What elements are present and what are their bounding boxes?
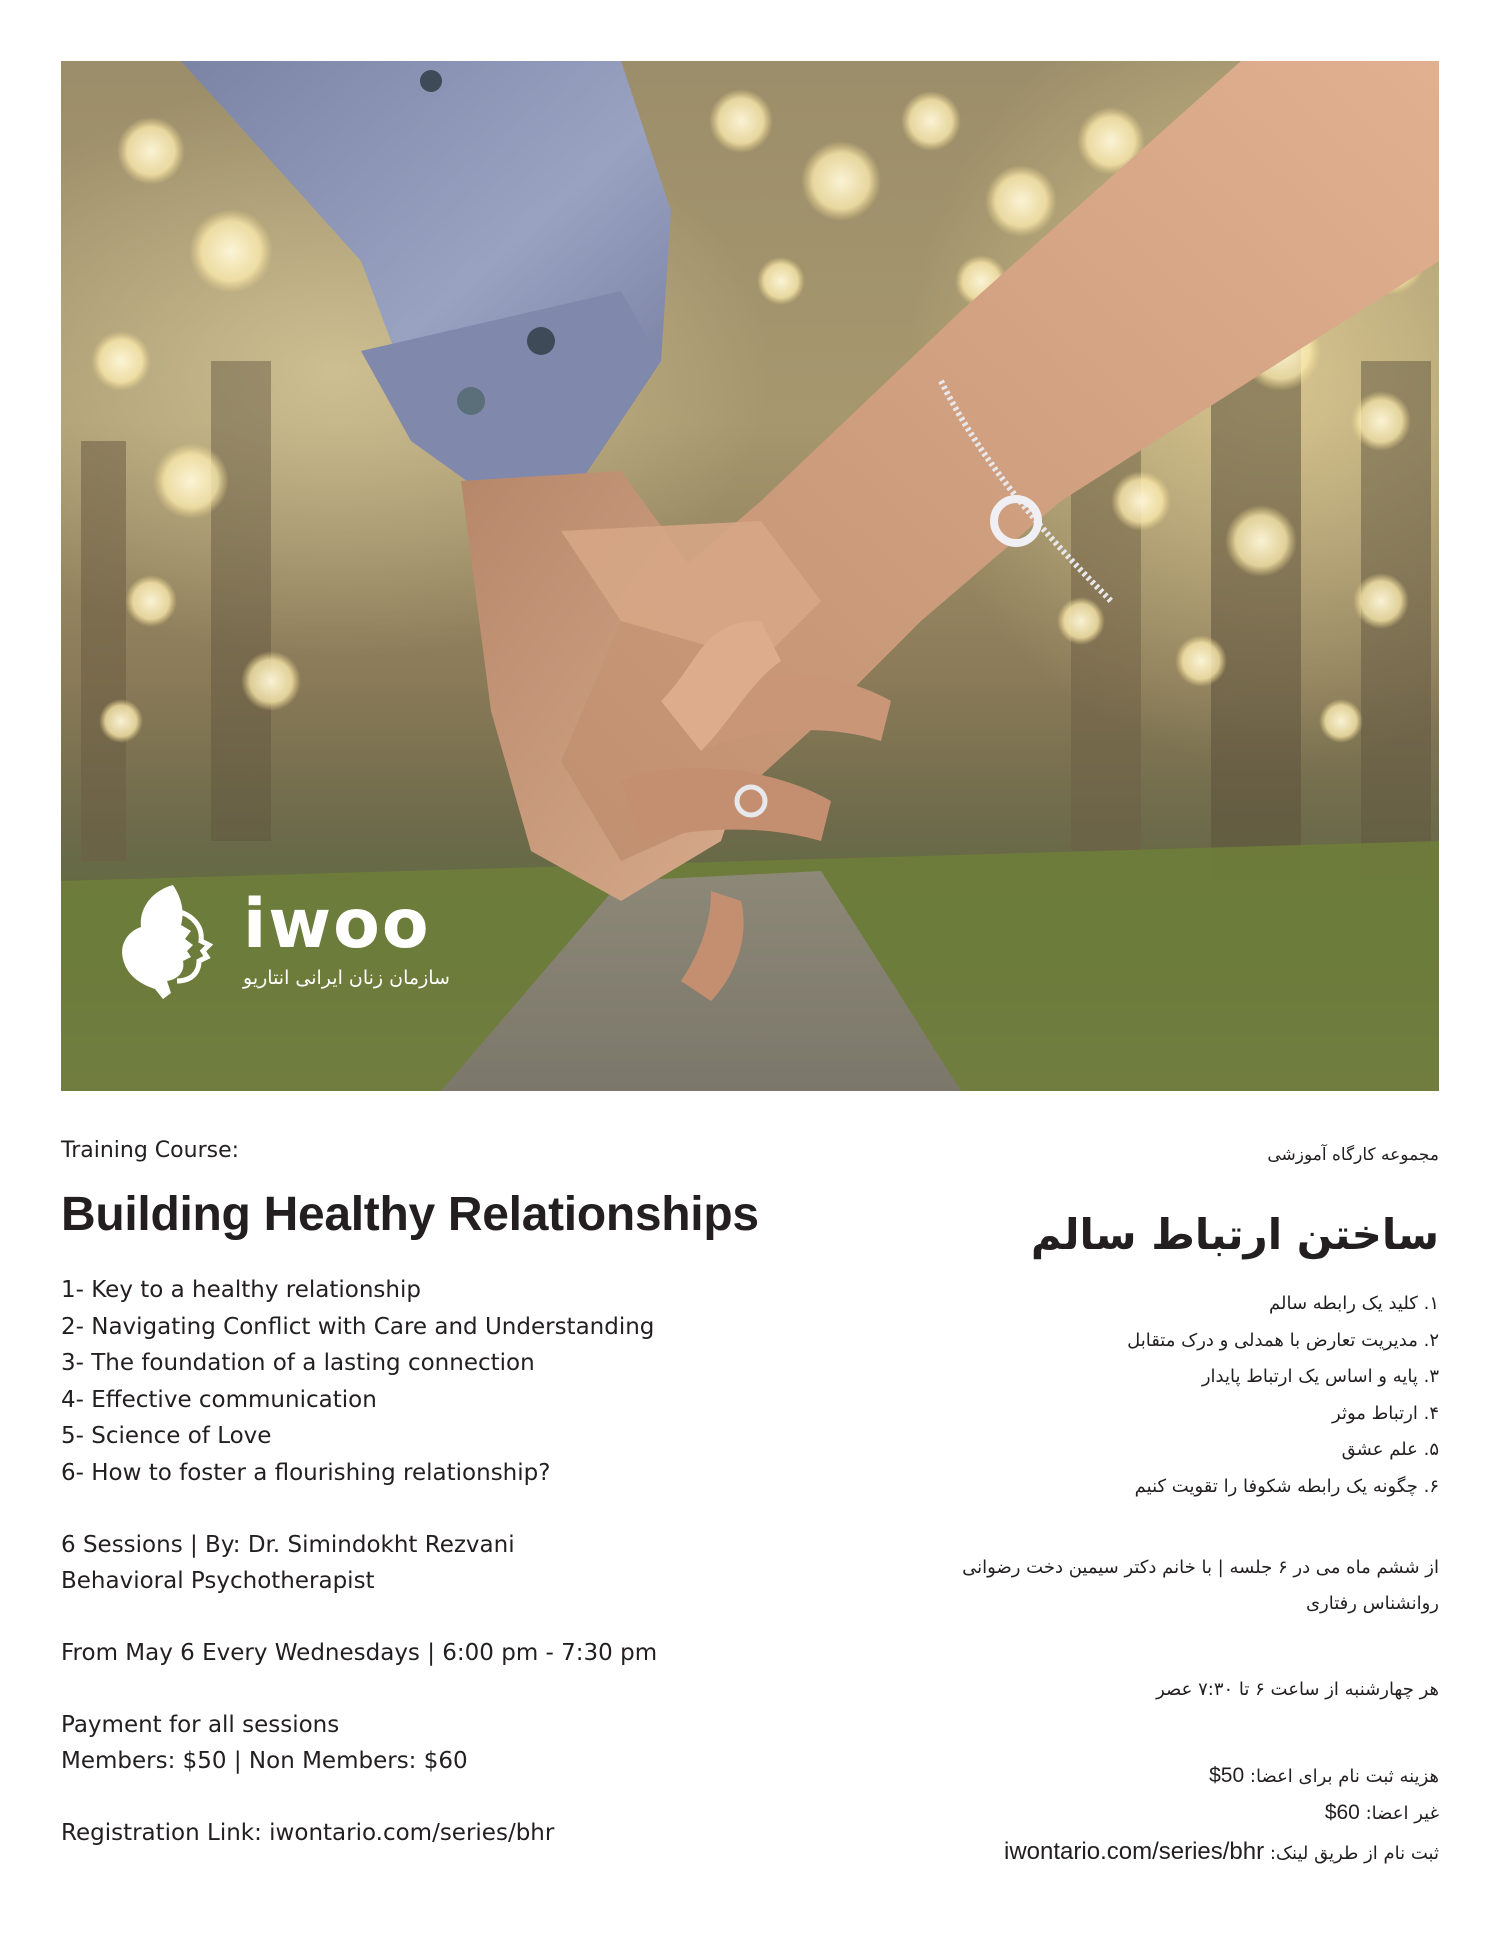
registration-block xyxy=(61,1815,821,1851)
list-item: ۶. چگونه یک رابطه شکوفا را تقویت کنیم xyxy=(1134,1475,1439,1497)
fa-eyebrow-label: مجموعه کارگاه آموزشی xyxy=(1267,1145,1439,1165)
payment-heading: Payment for all sessions xyxy=(61,1712,340,1738)
logo-subtitle: سازمان زنان ایرانی انتاریو xyxy=(243,967,450,989)
course-title: Building Healthy Relationships xyxy=(61,1188,759,1241)
fa-fee-nonmembers-label: غیر اعضا: xyxy=(1365,1803,1439,1824)
list-item: ۴. ارتباط موثر xyxy=(1332,1402,1439,1424)
fa-time-line: هر چهارشنبه از ساعت ۶ تا ۷:۳۰ عصر xyxy=(1156,1679,1439,1700)
sessions-line: 6 Sessions | By: Dr. Simindokht Rezvani xyxy=(61,1532,515,1558)
topic-list xyxy=(61,1272,821,1491)
list-item: 3- The foundation of a lasting connection xyxy=(61,1350,535,1376)
fa-fee-members-value: $50 xyxy=(1209,1764,1245,1787)
fa-registration-link[interactable]: iwontario.com/series/bhr xyxy=(1004,1838,1265,1865)
list-item: 1- Key to a healthy relationship xyxy=(61,1277,421,1303)
fa-topic-list xyxy=(799,1286,1439,1505)
instructor-block xyxy=(61,1527,821,1599)
list-item: ۳. پایه و اساس یک ارتباط پایدار xyxy=(1201,1366,1439,1387)
fa-fee-members-label: هزینه ثبت نام برای اعضا: xyxy=(1249,1766,1439,1787)
fa-registration xyxy=(799,1832,1439,1874)
fa-time-block xyxy=(799,1672,1439,1708)
list-item: ۱. کلید یک رابطه سالم xyxy=(1269,1293,1439,1314)
fa-schedule-line: از ششم ماه می در ۶ جلسه | با خانم دکتر سیمین دخت رضوانی xyxy=(962,1557,1439,1578)
role-line: Behavioral Psychotherapist xyxy=(61,1568,375,1594)
list-item: 5- Science of Love xyxy=(61,1423,272,1449)
fa-fee-nonmembers xyxy=(799,1795,1439,1832)
payment-line: Members: $50 | Non Members: $60 xyxy=(61,1748,468,1774)
logo-wordmark: iwoo xyxy=(243,885,431,964)
hero-photo xyxy=(61,61,1439,1091)
persian-column xyxy=(799,1140,1439,1874)
list-item: 6- How to foster a flourishing relationship? xyxy=(61,1459,551,1486)
english-column xyxy=(61,1136,821,1851)
fa-schedule-block xyxy=(799,1550,1439,1622)
fa-role-line: روانشناس رفتاری xyxy=(1305,1593,1439,1614)
registration-link[interactable]: Registration Link: iwontario.com/series/bhr xyxy=(61,1820,555,1846)
iwoo-logo xyxy=(111,885,450,1011)
list-item: 2- Navigating Conflict with Care and Understanding xyxy=(61,1313,655,1340)
list-item: 4- Effective communication xyxy=(61,1386,377,1413)
list-item: ۲. مدیریت تعارض با همدلی و درک متقابل xyxy=(1127,1329,1439,1351)
women-profile-logo-icon xyxy=(111,881,231,1001)
fa-fee-members xyxy=(799,1758,1439,1795)
fa-link-label: ثبت نام از طریق لینک: xyxy=(1269,1843,1439,1864)
payment-block xyxy=(61,1707,821,1779)
fa-fee-nonmembers-value: $60 xyxy=(1324,1801,1360,1824)
list-item: ۵. علم عشق xyxy=(1341,1439,1439,1460)
schedule-block xyxy=(61,1635,821,1671)
fa-payment-block xyxy=(799,1758,1439,1874)
eyebrow-label: Training Course: xyxy=(61,1138,240,1163)
fa-course-title: ساختن ارتباط سالم xyxy=(1030,1210,1439,1259)
schedule-line: From May 6 Every Wednesdays | 6:00 pm - 7:30 pm xyxy=(61,1640,658,1666)
